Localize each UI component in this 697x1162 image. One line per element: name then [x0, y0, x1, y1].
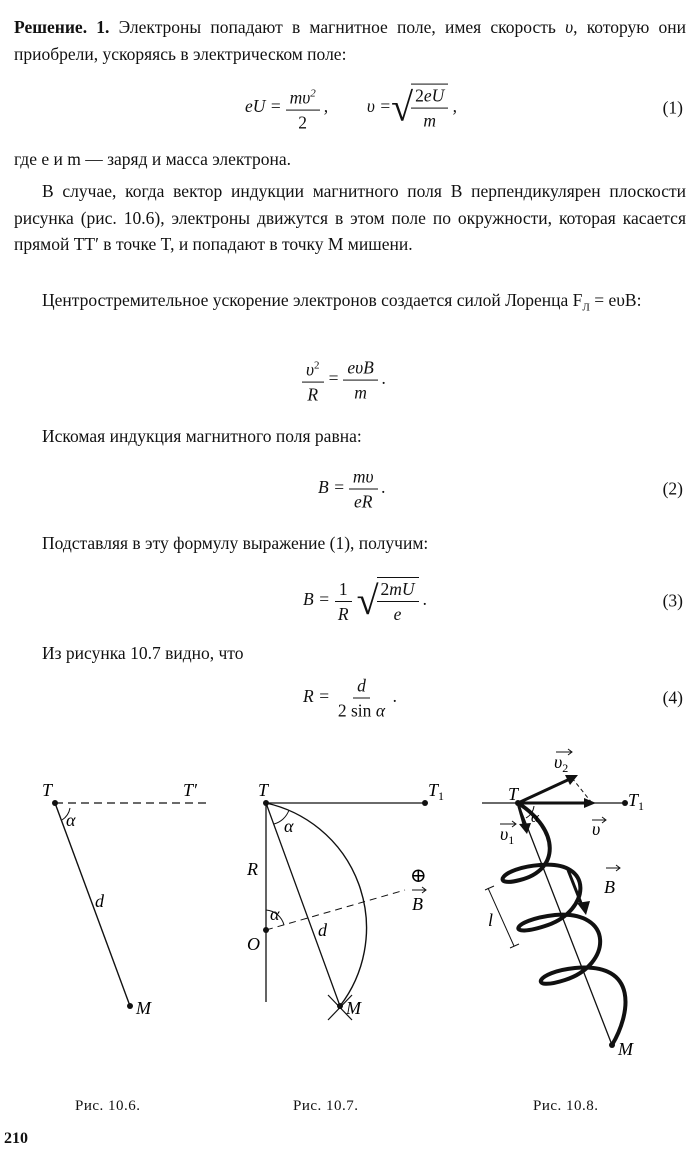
- caption-fig-10-7: Рис. 10.7.: [293, 1098, 359, 1114]
- label-alpha-8: α: [531, 810, 539, 826]
- equation-4-number: (4): [662, 687, 683, 708]
- equation-2: B = $\frac{m\upsilon}{eR}$ . (2): [318, 466, 683, 512]
- intro-v: υ: [565, 17, 574, 37]
- caption-fig-10-6: Рис. 10.6.: [75, 1098, 141, 1114]
- figure-10-6: [42, 780, 210, 1018]
- line-TM: [55, 803, 130, 1006]
- page-number: 210: [4, 1130, 28, 1147]
- figure-10-8: [482, 749, 644, 1059]
- equation-centripetal: $\frac{\upsilon^2}{R}$ = $\frac{\text{eυB}}{m}$ .: [0, 350, 697, 410]
- label-T: T: [42, 780, 53, 800]
- label-O: O: [247, 934, 260, 954]
- paragraph-from-figure: Из рисунка 10.7 видно, что: [42, 643, 244, 663]
- label-M-8: M: [618, 1039, 633, 1059]
- paragraph-lorentz: Центростремительное ускорение электронов создается силой Лоренца $F_Л = e\upsilon B$:: [42, 290, 642, 314]
- figures-svg: [0, 740, 697, 1100]
- label-M: M: [136, 998, 151, 1018]
- label-T1-8: $T_1$: [628, 790, 645, 813]
- label-alpha-7a: α: [284, 816, 294, 836]
- label-T1-7: $T_1$: [428, 780, 445, 803]
- label-M-7: M: [346, 998, 361, 1018]
- label-B-8: B: [604, 877, 615, 897]
- bisector: [266, 890, 405, 930]
- helix-path: [503, 803, 626, 1045]
- circle-plus-icon: ⊕: [410, 865, 427, 887]
- label-T-8: T: [508, 784, 519, 804]
- equation-1: eU = $\frac{m\upsilon^2}{2}$ , υ = √ $\frac{2eU}{m}$ , (1): [0, 78, 697, 138]
- figure-10-7: [246, 780, 444, 1020]
- intro-text-a: Электроны попадают в магнитное поле, имея скорость: [109, 17, 556, 37]
- label-T-7: T: [258, 780, 269, 800]
- arc: [266, 803, 367, 1006]
- equation-3: B = $\frac{1}{R}$ √ $\frac{2mU}{e}$ . (3): [303, 578, 683, 624]
- label-v2: $\upsilon_2$: [554, 752, 569, 775]
- label-l: l: [488, 910, 494, 930]
- label-d-7: d: [318, 920, 327, 940]
- label-alpha: α: [66, 810, 76, 830]
- solution-lead: Решение. 1.: [14, 17, 110, 37]
- paragraph-induction: Искомая индукция магнитного поля равна:: [42, 426, 362, 446]
- label-alpha-7b: α: [270, 904, 280, 924]
- equation-3-number: (3): [662, 590, 683, 611]
- equation-4: R = $\frac{d}{\text{2 sin α}}$ . (4): [303, 675, 683, 721]
- label-R: R: [247, 859, 258, 879]
- lorentz-subscript: Л: [582, 301, 590, 314]
- label-v1: $\upsilon_1$: [500, 824, 515, 847]
- paragraph-charge-mass: где e и m — заряд и масса электрона.: [14, 149, 292, 169]
- paragraph-intro: [14, 14, 686, 67]
- label-B-7: B: [412, 894, 423, 914]
- equation-2-number: (2): [662, 478, 683, 499]
- paragraph-substitute: Подставляя в эту формулу выражение (1), получим:: [42, 533, 429, 553]
- label-d: d: [95, 891, 104, 911]
- caption-fig-10-8: Рис. 10.8.: [533, 1098, 599, 1114]
- label-Tprime: T′: [183, 780, 197, 800]
- equation-1-number: (1): [662, 97, 683, 118]
- paragraph-circle-motion: В случае, когда вектор индукции магнитного поля B перпендикулярен плоскости рисунка (рис. 10.6), электроны движутся в этом поле по окружности, которая касается прямой TT′ в точке T, и попадают в точку M мишени.: [14, 181, 686, 254]
- label-v: υ: [592, 819, 601, 839]
- axis-line: [518, 803, 612, 1045]
- intro-text-b: , которую они приобрели, ускоряясь в электрическом поле:: [14, 17, 687, 64]
